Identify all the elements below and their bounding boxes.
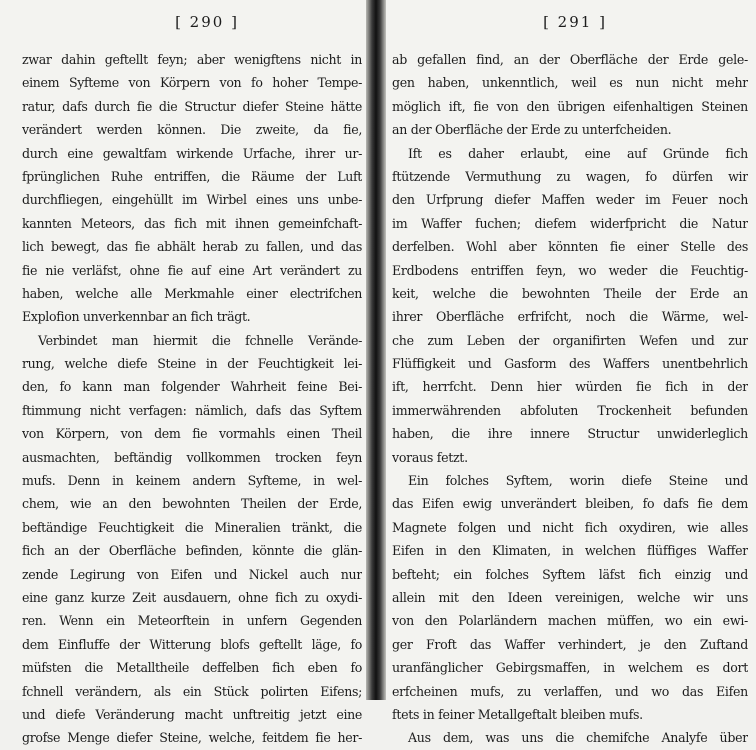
text-line: ratur, dafs durch fie die Structur diefer Steine hätte <box>22 98 362 114</box>
text-line: allein mit den Ideen vereinigen, welche wir uns <box>392 589 748 605</box>
text-line: müfsten die Metalltheile deffelben fich eben fo <box>22 660 362 676</box>
text-line: Aus dem, was uns die chemifche Analyfe über <box>408 730 748 746</box>
text-line: voraus fetzt. <box>392 449 468 465</box>
text-line: an der Oberfläche der Erde zu unterfcheiden. <box>392 122 672 138</box>
text-line: lich bewegt, das fie abhält herab zu fallen, und das <box>22 239 362 255</box>
page-number-left: [ 290 ] <box>175 13 239 31</box>
text-line: ftets in feiner Metallgeftalt bleiben mufs. <box>392 706 643 722</box>
text-line: Erdbodens entriffen feyn, wo weder die Feuchtig- <box>392 262 748 278</box>
text-line: den, fo kann man folgender Wahrheit feine Bei- <box>22 379 362 395</box>
text-line: fprünglichen Ruhe entriffen, die Räume der Luft <box>22 168 362 184</box>
text-line: eine ganz kurze Zeit ausdauern, ohne fich zu oxydi- <box>22 589 362 605</box>
left-page <box>0 0 366 746</box>
text-line: von Körpern, von dem fie vormahls einen Theil <box>22 426 362 442</box>
right-page <box>386 0 756 746</box>
text-line: dem Einfluffe der Witterung blofs geftellt läge, fo <box>22 636 362 652</box>
text-line: Explofion unverkennbar an fich trägt. <box>22 309 251 325</box>
text-line: ausmachten, beftändig vollkommen trocken feyn <box>22 449 362 465</box>
text-line: che zum Leben der organifirten Wefen und zur <box>392 332 748 348</box>
text-line: ihrer Oberfläche erfrifcht, noch die Wärme, wel- <box>392 309 748 325</box>
page-number-right: [ 291 ] <box>543 13 607 31</box>
text-line: ftimmung nicht verfagen: nämlich, dafs das Syftem <box>22 402 362 418</box>
text-line: durchfliegen, eingehüllt im Wirbel eines uns unbe- <box>22 192 362 208</box>
text-line: verändert werden können. Die zweite, da fie, <box>22 122 362 138</box>
text-line: den Urfprung diefer Maffen weder im Feuer noch <box>392 192 748 208</box>
text-line: erfcheinen mufs, zu verlaffen, und wo das Eifen <box>392 683 748 699</box>
text-line: chem, wie an den bewohnten Theilen der Erde, <box>22 496 362 512</box>
text-line: derfelben. Wohl aber könnten fie einer Stelle des <box>392 239 748 255</box>
text-line: und diefe Veränderung macht unftreitig jetzt eine <box>22 706 362 722</box>
text-line: durch eine gewaltfam wirkende Urfache, ihrer ur- <box>22 145 362 161</box>
text-line: ab gefallen find, an der Oberfläche der Erde gele- <box>392 52 748 67</box>
text-line: ren. Wenn ein Meteorftein in unfern Gegenden <box>22 613 362 629</box>
text-line: Magnete folgen und nicht fich oxydiren, wie alles <box>392 519 748 535</box>
book-gutter <box>366 0 386 700</box>
text-line: uranfänglicher Gebirgsmaffen, in welchem es dort <box>392 660 748 676</box>
text-line: Ift es daher erlaubt, eine auf Gründe fich <box>408 145 748 161</box>
text-line: immerwährenden abfoluten Trockenheit befunden <box>392 402 748 418</box>
left-page-text <box>22 48 362 750</box>
text-line: ger Froft das Waffer verhindert, je den Zuftand <box>392 636 748 652</box>
text-line: Eifen in den Klimaten, in welchen flüffiges Waffer <box>392 543 748 559</box>
text-line: keit, welche die bewohnten Theile der Erde an <box>392 285 748 301</box>
text-line: grofse Menge diefer Steine, welche, feitdem fie her- <box>22 730 362 746</box>
text-line: fie nie verläfst, ohne fie auf eine Art verändert zu <box>22 262 362 278</box>
text-line: Ein folches Syftem, worin diefe Steine und <box>408 473 748 489</box>
text-line: das Eifen ewig unverändert bleiben, fo dafs fie dem <box>392 496 748 512</box>
right-page-text <box>392 48 748 750</box>
text-line: haben, welche alle Merkmahle einer electrifchen <box>22 285 362 301</box>
text-line: haben, die ihre innere Structur unwiderleglich <box>392 426 748 442</box>
text-line: möglich ift, fie von den übrigen eifenhaltigen Steinen <box>392 98 748 114</box>
text-line: befteht; ein folches Syftem läfst fich einzig und <box>392 566 748 582</box>
text-line: Flüffigkeit und Gasform des Waffers unentbehrlich <box>392 356 748 372</box>
text-line: mufs. Denn in keinem andern Syfteme, in wel- <box>22 473 362 489</box>
text-line: kannten Meteors, das fich mit ihnen gemeinfchaft- <box>22 215 362 231</box>
text-line: zende Legirung von Eifen und Nickel auch nur <box>22 566 362 582</box>
text-line: zwar dahin geftellt feyn; aber wenigftens nicht in <box>22 52 362 67</box>
text-line: von den Polarländern machen müffen, wo ein ewi- <box>392 613 748 629</box>
text-line: rung, welche diefe Steine in der Feuchtigkeit lei- <box>22 356 362 372</box>
text-line: fich an der Oberfläche befinden, könnte die glän- <box>22 543 362 559</box>
text-line: im Waffer fuchen; diefem widerfpricht die Natur <box>392 215 748 231</box>
text-line: Verbindet man hiermit die fchnelle Verände- <box>38 332 362 348</box>
text-line: gen haben, unkenntlich, weil es nun nicht mehr <box>392 75 748 91</box>
text-line: fchnell verändern, als ein Stück polirten Eifens; <box>22 683 362 699</box>
text-line: einem Syfteme von Körpern von fo hoher Tempe- <box>22 75 362 91</box>
text-line: beftändige Feuchtigkeit die Mineralien tränkt, die <box>22 519 362 535</box>
text-line: ftützende Vermuthung zu wagen, fo dürfen wir <box>392 168 748 184</box>
text-line: ift, herrfcht. Denn hier würden fie fich in der <box>392 379 748 395</box>
